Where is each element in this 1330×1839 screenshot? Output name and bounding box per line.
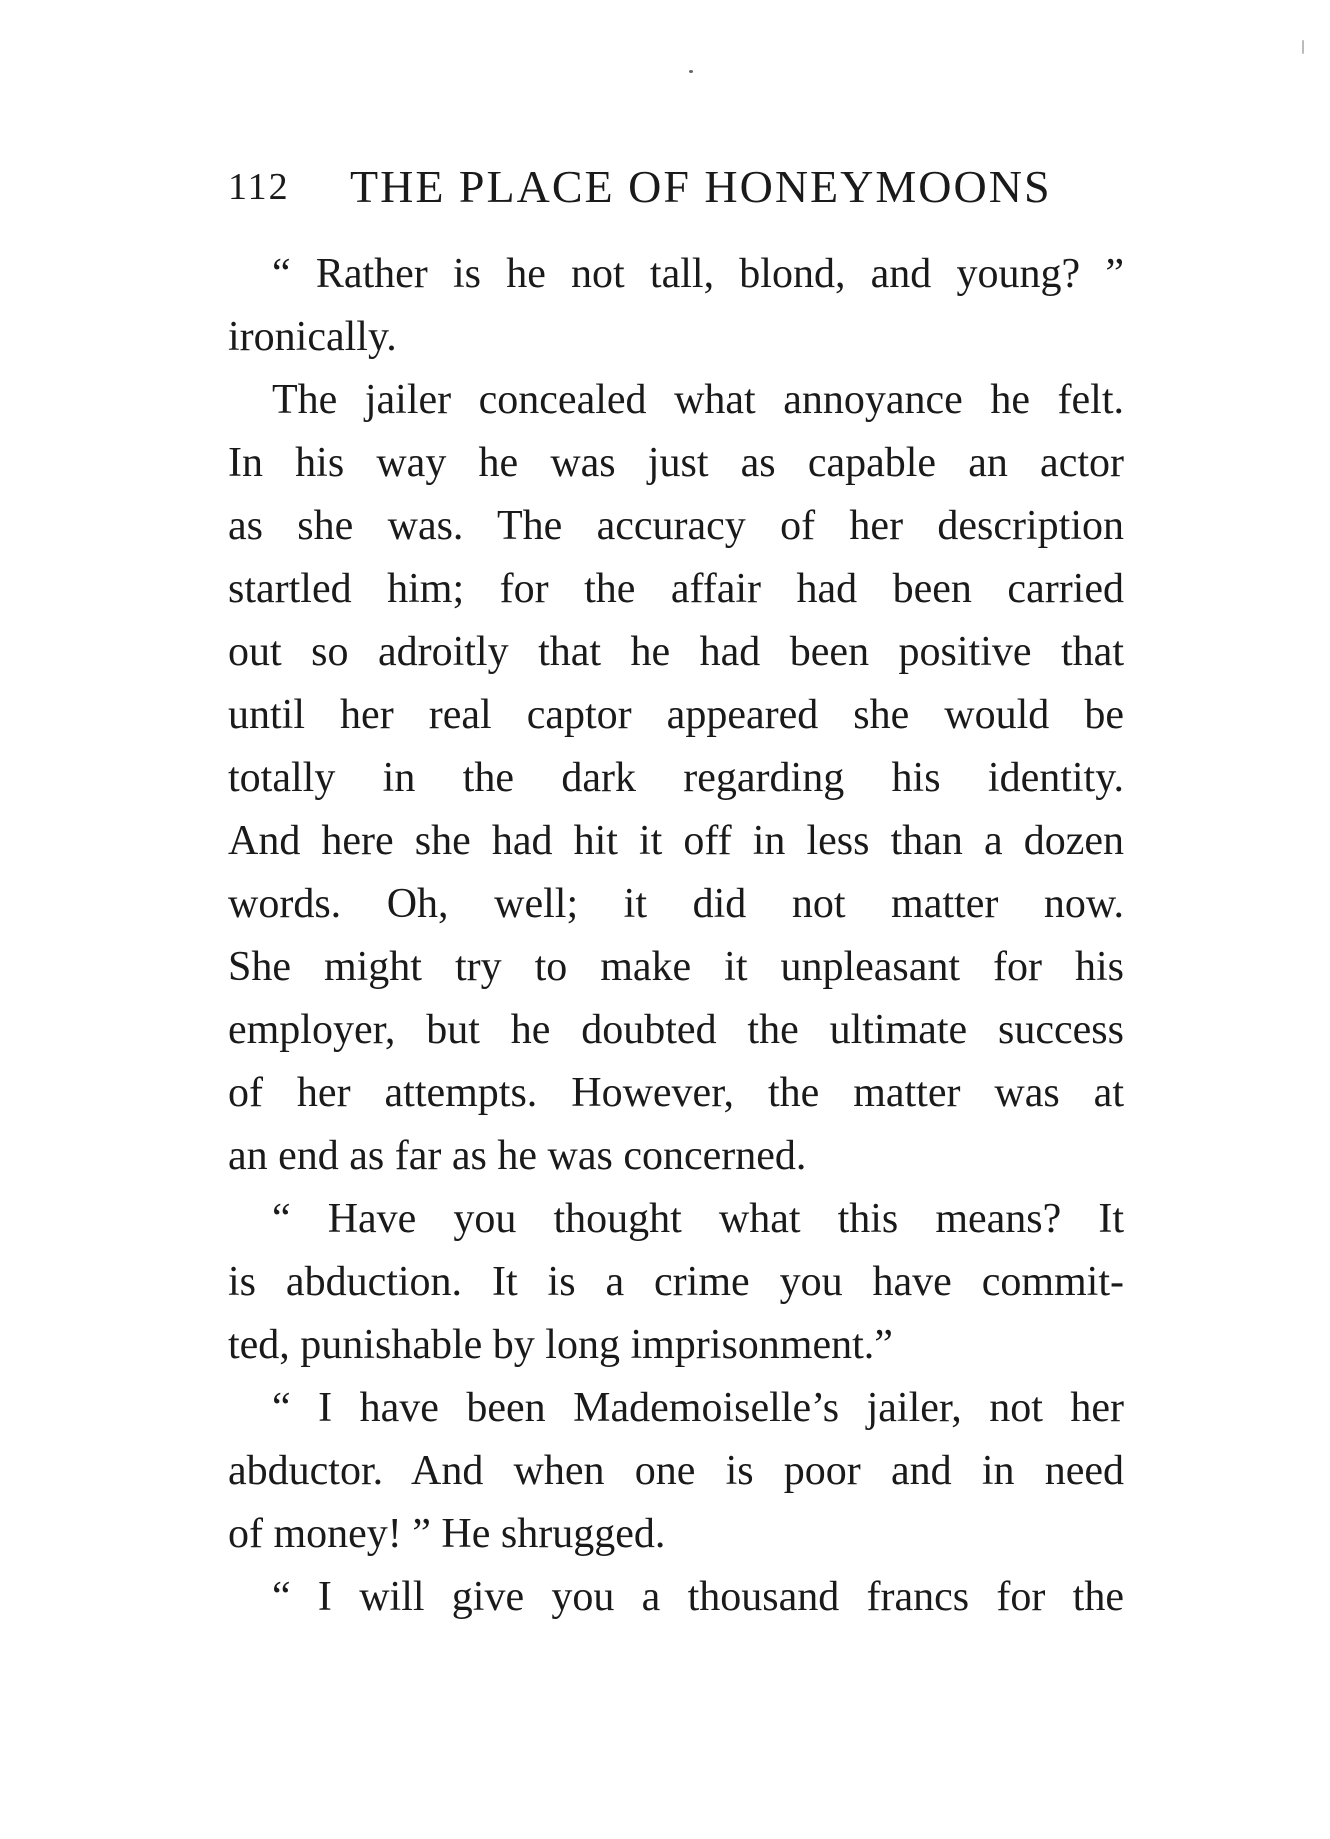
text-line: until her real captor appeared she would be [228, 692, 1124, 738]
page-number: 112 [228, 166, 290, 208]
text-line: as she was. The accuracy of her description [228, 503, 1124, 549]
text-line: an end as far as he was concerned. [228, 1133, 807, 1179]
text-line: out so adroitly that he had been positive that [228, 629, 1124, 675]
text-line: The jailer concealed what annoyance he felt. [272, 377, 1124, 423]
scan-speck [689, 70, 693, 73]
text-line: is abduction. It is a crime you have commit- [228, 1259, 1124, 1305]
text-line: ironically. [228, 314, 397, 360]
text-line: of money! ” He shrugged. [228, 1511, 666, 1557]
text-line: “ I have been Mademoiselle’s jailer, not her [272, 1385, 1124, 1431]
text-line: abductor. And when one is poor and in need [228, 1448, 1124, 1494]
text-line: totally in the dark regarding his identity. [228, 755, 1124, 801]
text-line: of her attempts. However, the matter was at [228, 1070, 1124, 1116]
text-line: “ Rather is he not tall, blond, and young? ” [272, 251, 1124, 297]
body-text [228, 243, 1124, 1629]
text-line: “ Have you thought what this means? It [272, 1196, 1124, 1242]
scan-speck [1302, 40, 1304, 54]
text-line: words. Oh, well; it did not matter now. [228, 881, 1124, 927]
text-line: startled him; for the affair had been carried [228, 566, 1124, 612]
running-title: THE PLACE OF HONEYMOONS [350, 161, 1052, 212]
text-line: She might try to make it unpleasant for his [228, 944, 1124, 990]
text-line: And here she had hit it off in less than a dozen [228, 818, 1124, 864]
text-line: “ I will give you a thousand francs for the [272, 1574, 1124, 1620]
text-line: In his way he was just as capable an actor [228, 440, 1124, 486]
text-line: ted, punishable by long imprisonment.” [228, 1322, 893, 1368]
running-head [228, 155, 1124, 219]
text-line: employer, but he doubted the ultimate success [228, 1007, 1124, 1053]
